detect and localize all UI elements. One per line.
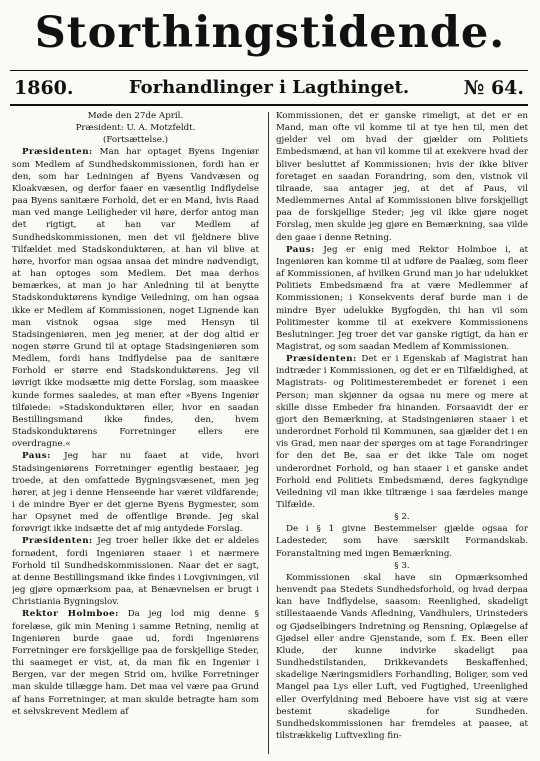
section-heading: § 2. [394,512,410,523]
paragraph: Kommissionen skal have sin Opmærksomhed henvendt paa Stedets Sundhedsforhold, og hvad derpaa kan have Indflydelse, saasom: Reenlighed, skadeligt stillestaaende Vands Afledning, Vandhulers, Urinsteders og Gjødselbingers Indretning og Rensning, Oplægelse af Gjødsel eller andre Gjenstande, som f. Ex. Been eller Klude, der kunne indvirke skadeligt paa Sundhedstilstanden, Drikkevandets Beskaffenhed, skadelige Næringsmidlers Forhandling, Boliger, som ved Mangel paa Lys eller Luft, ved Fugtighed, Ureenlighed eller Overfyldning med Beboere have vist sig at være bestemt skadelige for Sundheden. Sundhedskommissionen har fremdeles at paasee, at tilstrækkelig Luftvexling fin- [276,572,528,741]
issue-number: № 64. [463,77,524,99]
paragraph: Kommissionen, det er ganske rimeligt, at det er en Mand, man ofte vil komme til at tye hen til, men det gjelder vel om hvad der gjælder om Politiets Embedsmænd, at han vil komme til at exekvere hvad der bliver besluttet af Kommissionen; hvis der ikke bliver foretaget en saadan Forandring, som den, vistnok vil tilraade, saa antager jeg, at det af Paus, vil Medlemmernes Antal af Kommissionen blive forskjelligt paa de forskjellige Steder; jeg vil ikke gjøre noget Forslag, men skulde jeg gjøre en Bemærkning, saa vilde den gaae i denne Retning. [276,111,528,243]
speaker-name: Paus: [286,244,315,255]
speech-text: Man har optaget Byens Ingeniør som Medlem af Sundhedskommissionen, fordi han er den, som har Ledningen af Byens Vandvæsen og Kloakvæsen, og derfor faaer en væsentlig Indflydelse paa Byens sanitære Forhold, det er en Mand, hvis Raad man ved mange Leiligheder vil høre, derfor antog man det rigtigt, at han var Medlem af Sundhedskommissionen, men det vil fjeldnere blive Tilfældet med Stadskonduktøren, at han vil blive at høre, hvorfor man ogsaa ansaa det mindre nødvendigt, at han optoges som Medlem. Det maa derhos bemærkes, at man jo har Anledning til at benytte Stadskonduktørens kyndige Veiledning, om han ogsaa ikke er Medlem af Kommissionen, noget Lignende kan man vistnok ogsaa sige med Hensyn til Stadsingeniøren, men jeg mener, at der dog altid er nogen større Grund til at optage Stadsingeniøren som Medlem, fordi hans Indflydelse paa de sanitære Forhold er større end Stadskonduktørens. Jeg vil iøvrigt ikke modsætte mig dette Forslag, som maaskee kunde formes saaledes, at man efter »Byens Ingeniør tilføiede: »Stadskonduktøren eller, hvor en saadan Bestillingsmand ikke findes, den, hvem Stadskonduktørens Forretninger ellers ere overdragne.« [12,147,259,450]
paragraph [12,450,259,535]
subheader [14,74,524,102]
column-divider [268,112,269,754]
speaker-name: Præsidenten: [286,354,357,365]
speaker-name: Rektor Holmboe: [22,609,119,620]
paragraph [12,608,259,717]
speech-text: Jeg troer heller ikke det er aldeles fornødent, fordi Ingeniøren staaer i et nærmere Forhold til Sundhedskommissionen. Naar det er sagt, at denne Bestillingsmand ikke findes i Lovgivningen, vil jeg gjøre opmærksom paa, at Benævnelsen er brugt i Christiania Bygningslov. [12,536,259,608]
speaker-name: Præsidenten: [22,147,93,158]
continuation-note: (Fortsættelse.) [102,135,169,146]
speech-text: Jeg er enig med Rektor Holmboe i, at Ingeniøren kan komme til at udføre de Paalæg, som fleer af Kommissionen, af hvilken Grund man jo har udelukket Politiets Embedsmænd fra at være Medlemmer af Kommissionen; i Konsekvents deraf burde man i de mindre Byer udelukke Bygfogden, thi han vil som Politimester komme til at exekvere Kommissionens Beslutninger. Jeg troer det var ganske rigtigt, da han er Magistrat, og som saadan Medlem af Kommissionen. [276,244,528,352]
left-column [12,110,259,756]
paragraph [276,353,528,511]
paragraph [276,244,528,353]
paragraph [12,146,259,450]
paragraph [12,535,259,608]
speech-text: Det er i Egenskab af Magistrat han indtræder i Kommissionen, og det er en Tilfældighed, at Magistrats- og Politimesterembedet er forenet i een Person; man skjønner da ogsaa nu mere og mere at skille disse Embeder fra hinanden. Forsaavidt der er gjort den Bemærkning, at Stadsingeniøren staaer i et underordnet Forhold til Kommunen, saa gjælder det i en vis Grad, men naar der spørges om at tage Forandringer for den det Be, saa er det ikke Tale om noget underordnet Forhold, og han staaer i et ganske andet Forhold end Politiets Embedsmænd, deres fagkyndige Veiledning vil man ikke tiltrænge i saa færdeles mange Tilfælde. [276,354,528,510]
header-rule [10,104,528,106]
paragraph: De i § 1 givne Bestemmelser gjælde ogsaa for Ladesteder, som have særskilt Formandskab. Foranstaltning med ingen Bemærkning. [276,524,528,559]
speaker-name: Paus: [22,451,51,462]
speaker-name: Præsidenten: [22,536,93,547]
right-column [276,110,528,756]
speech-text: Jeg har nu faaet at vide, hvori Stadsingeniørens Forretninger egentlig bestaaer, jeg troede, at den omfattede Bygningsvæsenet, men jeg hører, at jeg i denne Henseende har været vildfarende; i de mindre Byer er det gjerne Byens Bygmester, som har Opsynet med de offentlige Brønde. Jeg skal forøvrigt ikke indsætte det af mig antydede Forslag. [12,451,259,535]
president-line: Præsident: U. A. Motzfeldt. [75,123,196,134]
speech-text: Da jeg lod mig denne § forelæse, gik min Mening i samme Retning, nemlig at Ingeniøren burde gaae ud, fordi Ingeniørens Forretninger ere forskjellige paa de forskjellige Steder, thi saameget er vist, at, da man fik en Ingeniør i Bergen, var der megen Strid om, hvilke Forretninger man skulde tillægge ham. Det maa vel være paa Grund af hans Forretninger, at man skulde betragte ham som et selvskrevent Medlem af [12,609,259,717]
section-heading: § 3. [394,560,410,571]
section-title: Forhandlinger i Lagthinget. [128,77,410,98]
top-rule [10,70,528,71]
meeting-heading: Møde den 27de April. [87,111,184,121]
year-label: 1860. [14,77,74,99]
masthead-title: Storthingstidende. [34,8,506,58]
